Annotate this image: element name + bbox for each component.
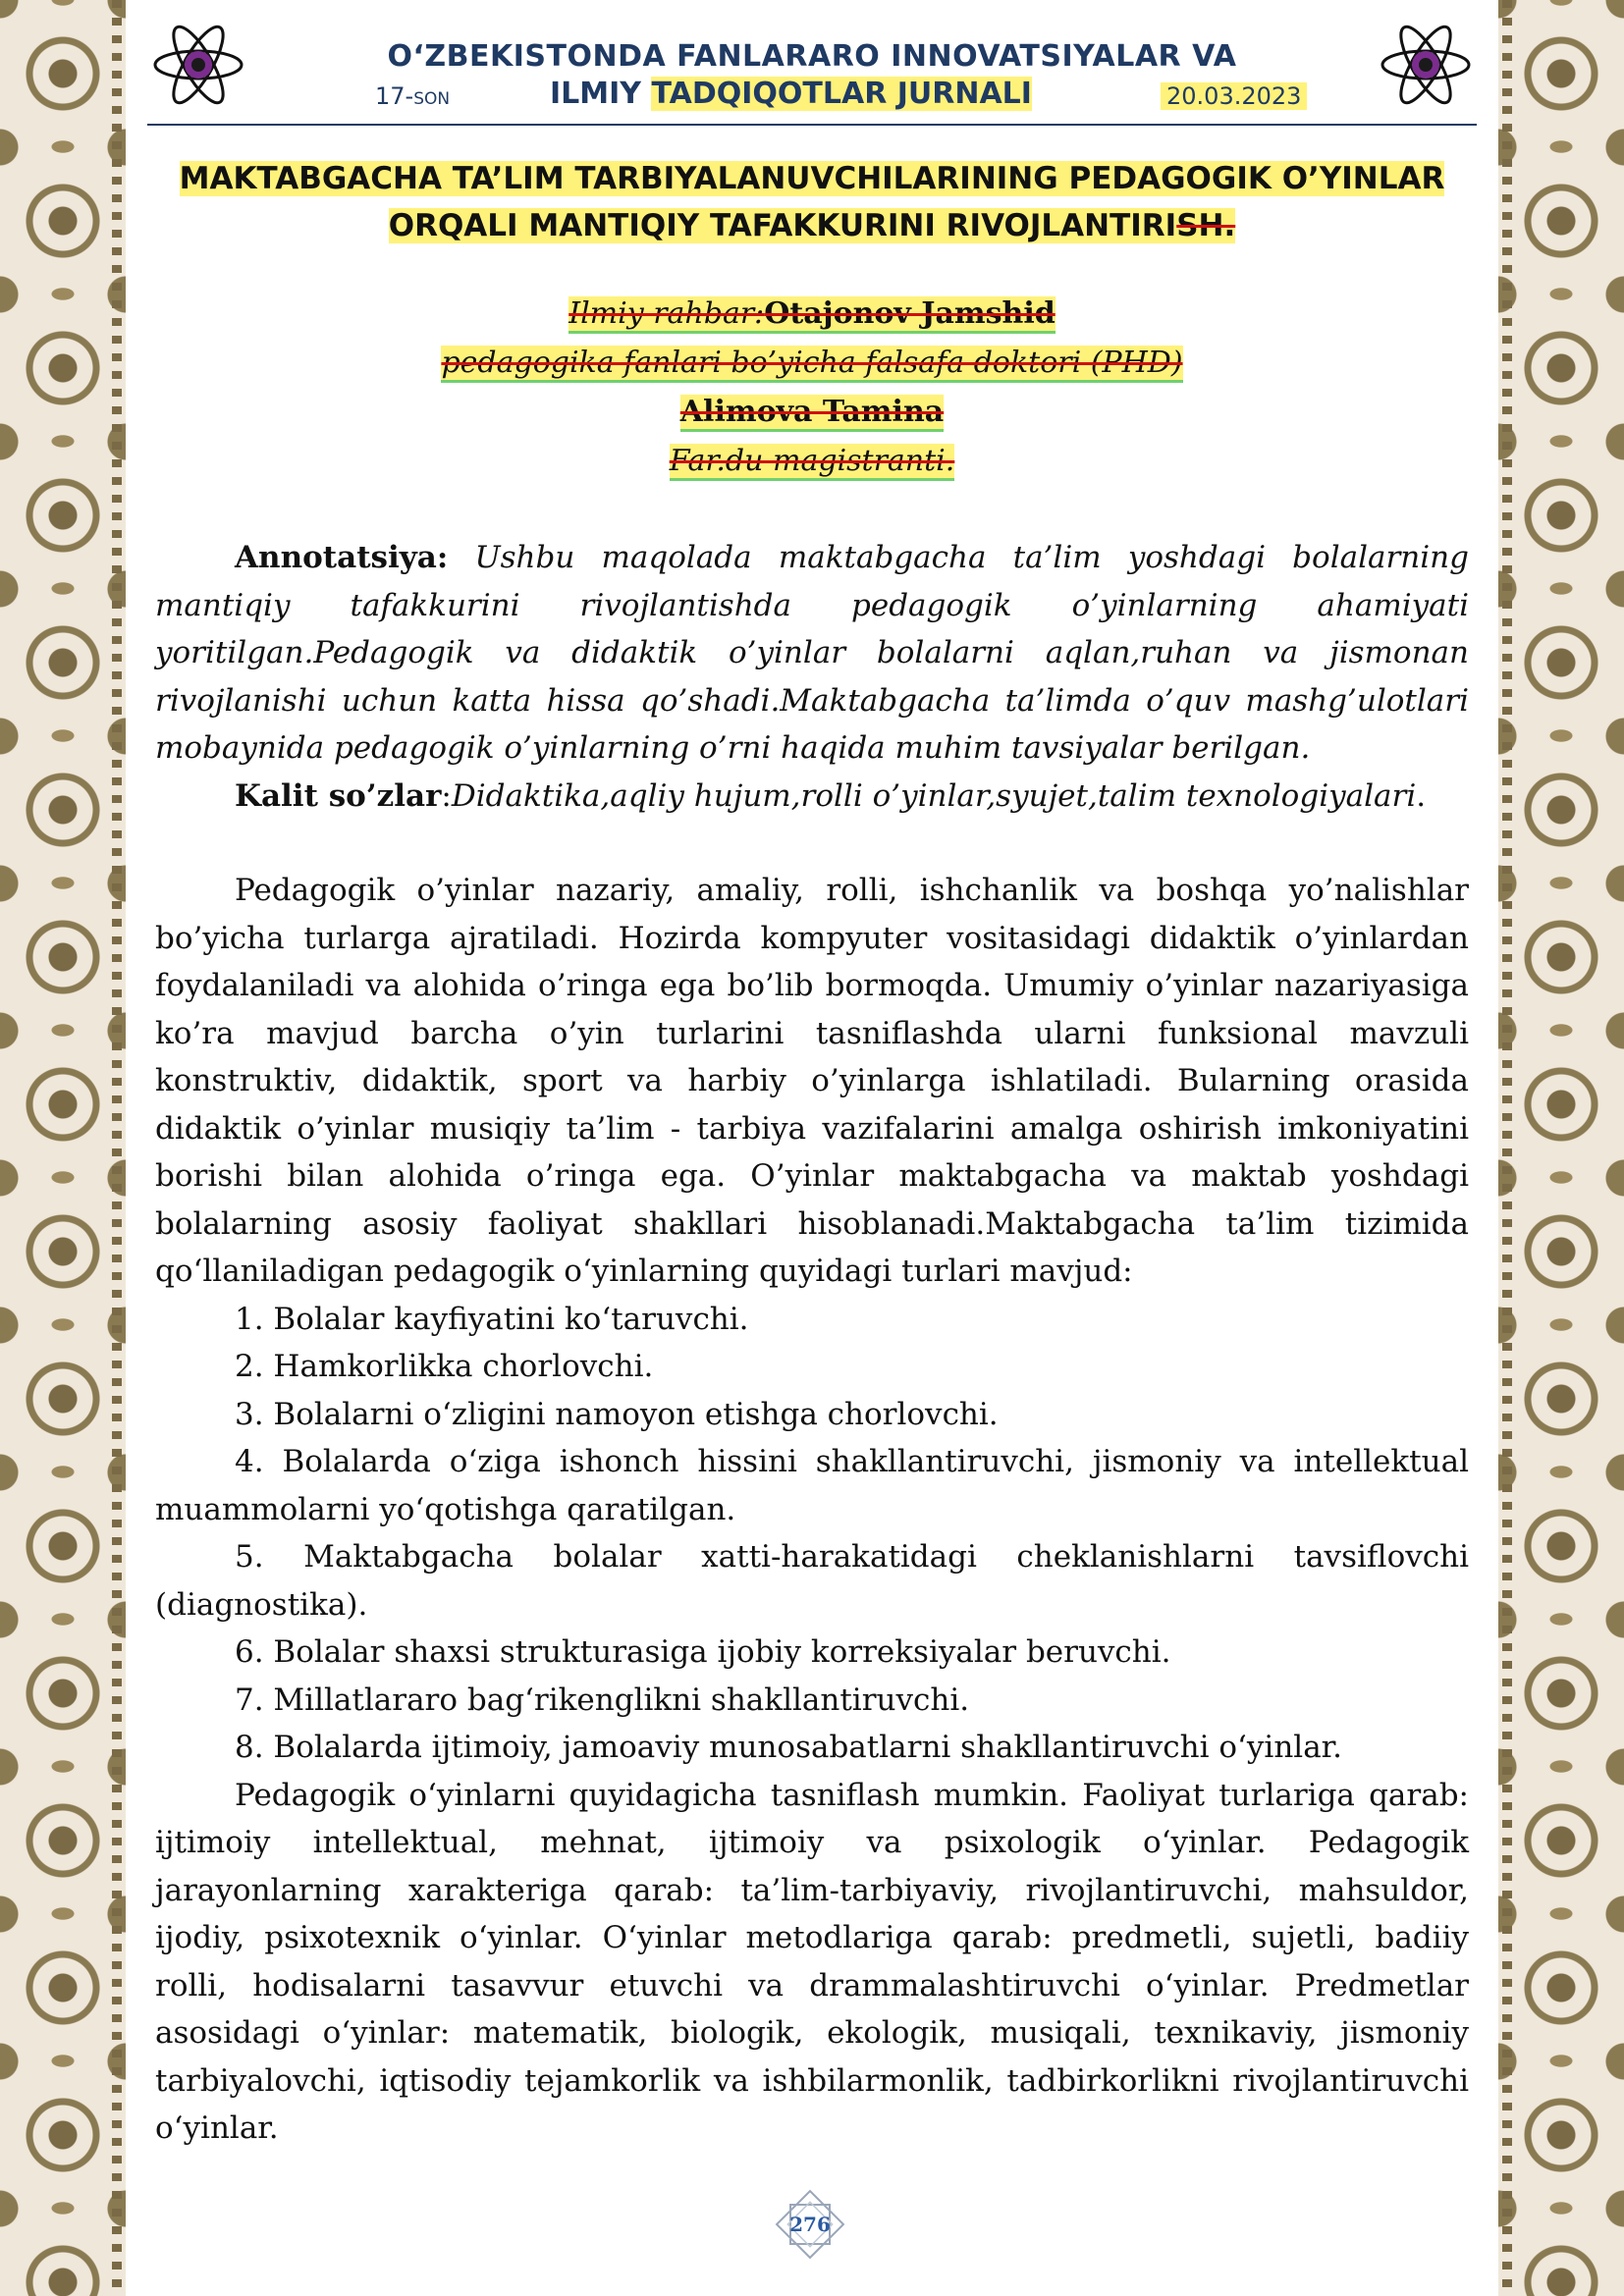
article-title-line2 <box>389 208 1236 243</box>
supervisor-degree <box>147 346 1477 380</box>
journal-title-line2-b: TADQIQOTLAR JURNALI <box>651 77 1032 111</box>
list-item: 8. Bolalarda ijtimoiy, jamoaviy munosabatlarni shakllantiruvchi o‘yinlar. <box>235 1730 1342 1765</box>
abstract-label: Annotatsiya: <box>235 540 449 575</box>
supervisor-degree-text: pedagogika fanlari bo’yicha falsafa doktori (PHD) <box>441 346 1182 383</box>
keywords-paragraph <box>155 773 1469 821</box>
author-name: Alimova Tamina <box>680 395 944 432</box>
supervisor-label-wrap <box>568 296 1056 334</box>
supervisor-label: Ilmiy rahbar: <box>568 296 765 331</box>
article-title-line1: MAKTABGACHA TA’LIM TARBIYALANUVCHILARINING PEDAGOGIK O’YINLAR <box>179 161 1445 196</box>
supervisor-line <box>147 296 1477 331</box>
article-title-line2-b: SH. <box>1176 208 1236 243</box>
ornamental-border-left <box>0 0 126 2296</box>
list-item: 5. Maktabgacha bolalar xatti-harakatidagi cheklanishlarni tavsiflovchi (diagnostika). <box>155 1539 1469 1623</box>
journal-title-line1: O‘ZBEKISTONDA FANLARARO INNOVATSIYALAR VA <box>387 39 1237 74</box>
article-title-line2-a: ORQALI MANTIQIY TAFAKKURINI RIVOJLANTIRI <box>388 208 1177 243</box>
list-item: 2. Hamkorlikka chorlovchi. <box>235 1349 654 1384</box>
page-number <box>771 2185 849 2264</box>
author-affiliation <box>147 444 1477 478</box>
page-number-frame-icon <box>771 2185 849 2264</box>
ornamental-border-right <box>1498 0 1624 2296</box>
journal-header <box>147 14 1477 127</box>
article-title <box>147 155 1477 249</box>
list-item: 1. Bolalar kayfiyatini ko‘taruvchi. <box>235 1301 749 1337</box>
body-paragraph-2: Pedagogik o‘yinlarni quyidagicha tasniflash mumkin. Faoliyat turlariga qarab: ijtimoiy intellektual, mehnat, ijtimoiy va psixologik o‘yinlar. Pedagogik jarayonlarning xarakteriga qarab: ta’lim-tarbiyaviy, rivojlantiruvchi, mahsuldor, ijodiy, psixotexnik o‘yinlar. O‘yinlar metodlariga qarab: predmetli, sujetli, badiiy rolli, hodisalarni tasavvur etuvchi va drammalashtiruvchi o‘yinlar. Predmetlar asosidagi o‘yinlar: matematik, biologik, ekologik, musiqali, texnikaviy, jismoniy tarbiyalovchi, iqtisodiy tejamkorlik va ishbilarmonlik, tadbirkorlikni rivojlantiruvchi o‘yinlar. <box>155 1777 1469 2146</box>
author-name-line <box>147 395 1477 429</box>
journal-title-line2-a: ILMIY <box>550 77 652 111</box>
list-item: 6. Bolalar shaxsi strukturasiga ijobiy korreksiyalar beruvchi. <box>235 1634 1171 1670</box>
issue-date: 20.03.2023 <box>1161 82 1307 110</box>
issue-number <box>375 82 450 110</box>
list-item: 3. Bolalarni o‘zligini namoyon etishga chorlovchi. <box>235 1396 999 1432</box>
list-item: 7. Millatlararo bag‘rikenglikni shakllantiruvchi. <box>235 1682 970 1718</box>
keywords-colon: : <box>441 777 452 814</box>
abstract-paragraph <box>155 534 1469 773</box>
keywords-end: . <box>1416 777 1427 814</box>
keywords-text: Didaktika,aqliy hujum,rolli o’yinlar,syujet,talim texnologiyalari <box>451 777 1417 814</box>
abstract-section <box>155 534 1469 820</box>
issue-number-value: 17- <box>375 82 414 110</box>
supervisor-name: Otajonov Jamshid <box>764 296 1056 331</box>
author-affiliation-text: Far.du magistranti. <box>670 444 955 481</box>
list-item: 4. Bolalarda o‘ziga ishonch hissini shakllantiruvchi, jismoniy va intellektual muammolarni yo‘qotishga qaratilgan. <box>155 1444 1469 1527</box>
issue-word: SON <box>413 89 451 109</box>
journal-title-line2 <box>550 77 1032 111</box>
page-number-text: 276 <box>789 2213 831 2236</box>
abstract-text: Ushbu maqolada maktabgacha ta’lim yoshdagi bolalarning mantiqiy tafakkurini rivojlantishda pedagogik o’yinlarning ahamiyati yoritilgan.Pedagogik va didaktik o’yinlar bolalarni aqlan,ruhan va jismonan rivojlanishi uchun katta hissa qo’shadi.Maktabgacha ta’limda o’quv mashg’ulotlari mobaynida pedagogik o’yinlarning o’rni haqida muhim tavsiyalar berilgan. <box>155 540 1469 766</box>
body-paragraph-1: Pedagogik o’yinlar nazariy, amaliy, rolli, ishchanlik va boshqa yo’nalishlar bo’yicha turlarga ajratiladi. Hozirda kompyuter vositasidagi didaktik o’yinlardan foydalaniladi va alohida o’ringa ega bo’lib bormoqda. Umumiy o’yinlar nazariyasiga ko’ra mavjud barcha o’yin turlarini tasniflashda ularni funksional mavzuli konstruktiv, didaktik, sport va harbiy o’yinlarga ishlatiladi. Bularning orasida didaktik o’yinlar musiqiy ta’lim - tarbiya vazifalarini amalga oshirish imkoniyatini borishi bilan alohida o’ringa ega. O’yinlar maktabgacha va maktab yoshdagi bolalarning asosiy faoliyat shakllari hisoblanadi.Maktabgacha ta’lim tizimida qo‘llaniladigan pedagogik o‘yinlarning quyidagi turlari mavjud: <box>155 873 1469 1289</box>
keywords-label: Kalit so’zlar <box>235 777 442 814</box>
article-body <box>155 867 1469 2153</box>
header-divider <box>147 124 1477 126</box>
